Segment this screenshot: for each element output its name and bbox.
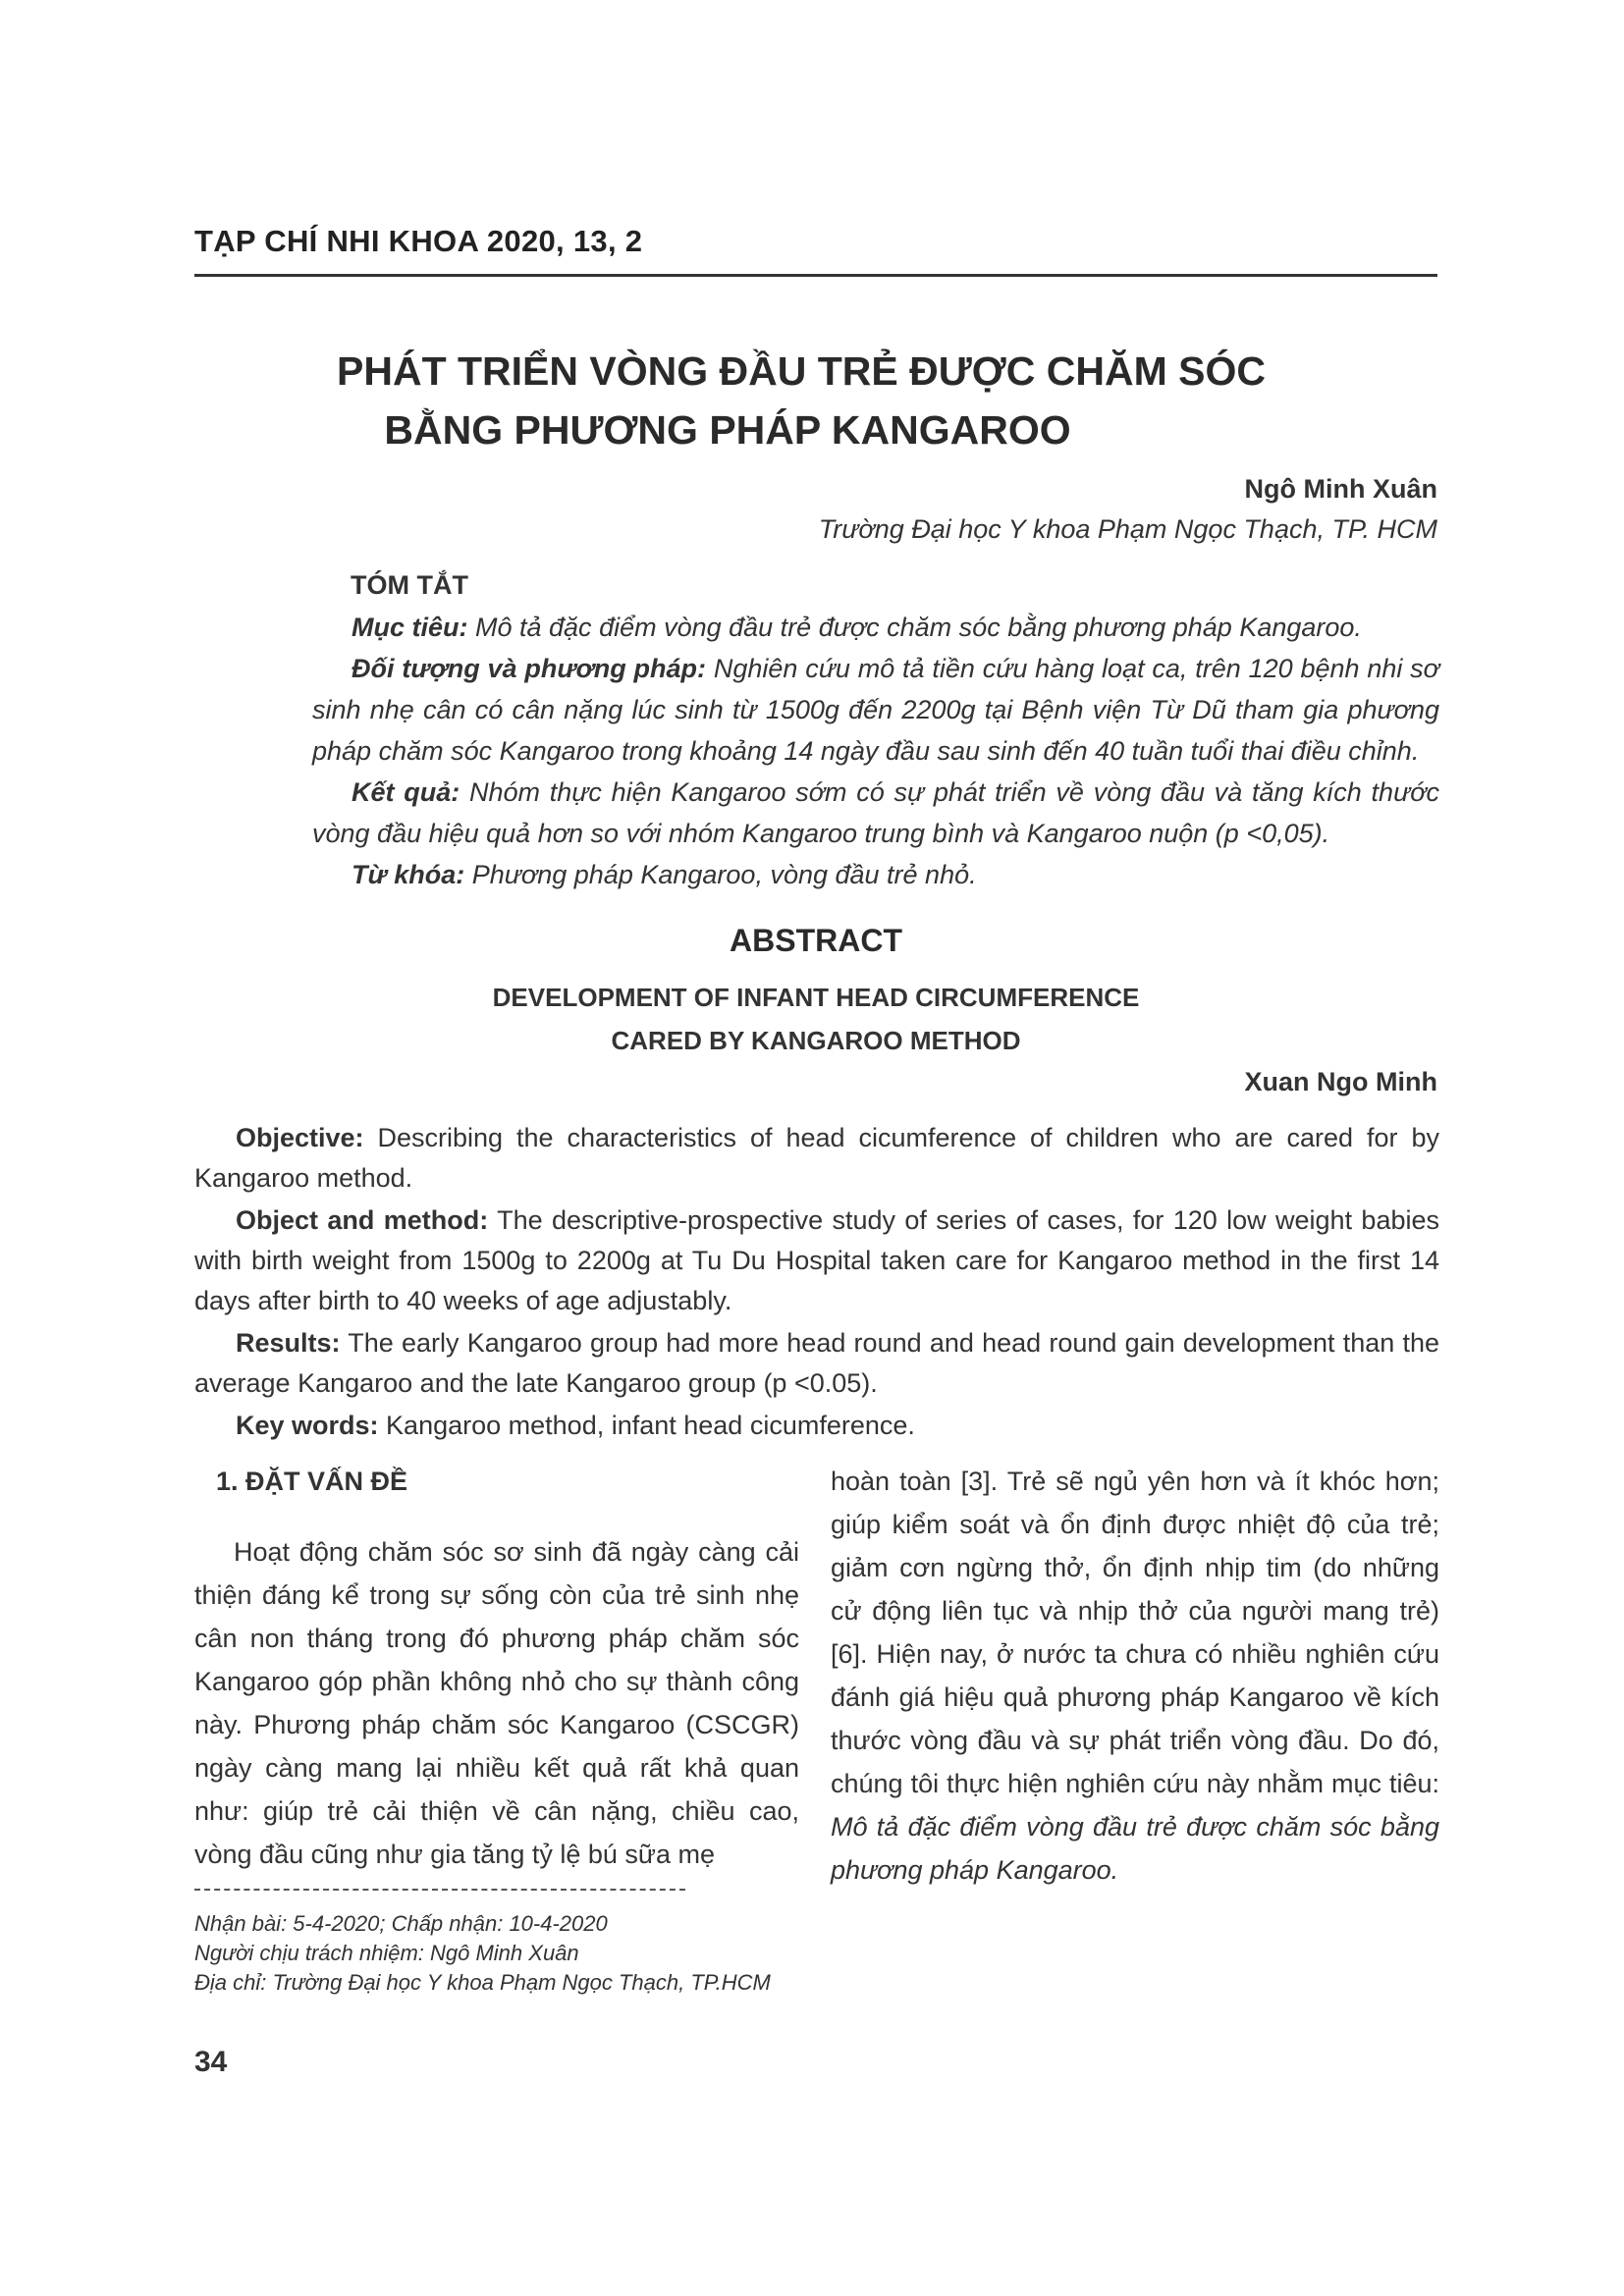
header-rule xyxy=(194,274,1437,277)
body-column-right xyxy=(831,1460,1439,1892)
running-head: TẠP CHÍ NHI KHOA 2020, 13, 2 xyxy=(194,224,643,258)
intro-paragraph-right: hoàn toàn [3]. Trẻ sẽ ngủ yên hơn và ít khóc hơn; giúp kiểm soát và ổn định được nhiệt độ của trẻ; giảm cơn ngừng thở, ổn định nhịp tim (do những cử động liên tục và nhịp thở của người mang trẻ) [6]. Hiện nay, ở nước ta chưa có nhiều nghiên cứu đánh giá hiệu quả phương pháp Kangaroo về kích thước vòng đầu và sự phát triển vòng đầu. Do đó, chúng tôi thực hiện nghiên cứu này nhằm mục tiêu: Mô tả đặc điểm vòng đầu trẻ được chăm sóc bằng phương pháp Kangaroo. xyxy=(831,1467,1439,1885)
vn-keywords: Từ khóa: Phương pháp Kangaroo, vòng đầu trẻ nhỏ. xyxy=(352,860,977,889)
study-objective-italic: Mô tả đặc điểm vòng đầu trẻ được chăm sóc bằng phương pháp Kangaroo. xyxy=(831,1812,1439,1885)
english-title-line-2: CARED BY KANGAROO METHOD xyxy=(611,1026,1021,1055)
vn-results: Kết quả: Nhóm thực hiện Kangaroo sớm có sự phát triển về vòng đầu và tăng kích thước vòng đầu hiệu quả hơn so với nhóm Kangaroo trung bình và Kangaroo nuộn (p <0,05). xyxy=(312,777,1440,848)
en-results: Results: The early Kangaroo group had more head round and head round gain development than the average Kangaroo and the late Kangaroo group (p <0.05). xyxy=(194,1328,1439,1398)
title-line-1: PHÁT TRIỂN VÒNG ĐẦU TRẺ ĐƯỢC CHĂM SÓC xyxy=(337,348,1266,394)
english-title-line-1: DEVELOPMENT OF INFANT HEAD CIRCUMFERENCE xyxy=(492,983,1140,1012)
en-objective: Objective: Describing the characteristics of head cicumference of children who are cared for by Kangaroo method. xyxy=(194,1123,1439,1193)
english-title xyxy=(194,976,1437,1062)
english-author: Xuan Ngo Minh xyxy=(1244,1067,1437,1096)
summary-heading: TÓM TẮT xyxy=(351,570,468,600)
en-method: Object and method: The descriptive-prospective study of series of cases, for 120 low weight babies with birth weight from 1500g to 2200g at Tu Du Hospital taken care for Kangaroo method in the first 14 days after birth to 40 weeks of age adjustably. xyxy=(194,1205,1439,1315)
footnotes xyxy=(194,1909,1078,1998)
intro-paragraph-left: Hoạt động chăm sóc sơ sinh đã ngày càng cải thiện đáng kể trong sự sống còn của trẻ sinh nhẹ cân non tháng trong đó phương pháp chăm sóc Kangaroo góp phần không nhỏ cho sự thành công này. Phương pháp chăm sóc Kangaroo (CSCGR) ngày càng mang lại nhiều kết quả rất khả quan như: giúp trẻ cải thiện về cân nặng, chiều cao, vòng đầu cũng như gia tăng tỷ lệ bú sữa mẹ xyxy=(194,1537,799,1869)
vietnamese-abstract xyxy=(312,607,1439,895)
author-affiliation: Trường Đại học Y khoa Phạm Ngọc Thạch, TP. HCM xyxy=(818,514,1437,544)
en-keywords: Key words: Kangaroo method, infant head cicumference. xyxy=(236,1411,915,1440)
vn-method: Đối tượng và phương pháp: Nghiên cứu mô tả tiền cứu hàng loạt ca, trên 120 bệnh nhi sơ sinh nhẹ cân có cân nặng lúc sinh từ 1500g đến 2200g tại Bệnh viện Từ Dũ tham gia phương pháp chăm sóc Kangaroo trong khoảng 14 ngày đầu sau sinh đến 40 tuần tuổi thai điều chỉnh. xyxy=(312,654,1439,766)
title-line-2: BẰNG PHƯƠNG PHÁP KANGAROO xyxy=(384,407,1071,453)
footnote-received: Nhận bài: 5-4-2020; Chấp nhận: 10-4-2020 xyxy=(194,1911,608,1936)
body-column-left xyxy=(194,1460,799,1876)
article-title xyxy=(194,342,1437,459)
footnote-divider xyxy=(194,1889,685,1891)
footnote-address: Địa chỉ: Trường Đại học Y khoa Phạm Ngọc Thạch, TP.HCM xyxy=(194,1970,771,1995)
abstract-heading: ABSTRACT xyxy=(730,923,902,958)
vn-objective: Mục tiêu: Mô tả đặc điểm vòng đầu trẻ được chăm sóc bằng phương pháp Kangaroo. xyxy=(352,613,1362,642)
section-heading: 1. ĐẶT VẤN ĐỀ xyxy=(216,1467,408,1496)
author-name: Ngô Minh Xuân xyxy=(1244,474,1437,504)
footnote-responsible: Người chịu trách nhiệm: Ngô Minh Xuân xyxy=(194,1941,579,1965)
english-abstract xyxy=(194,1118,1439,1448)
page-number: 34 xyxy=(194,2046,228,2078)
